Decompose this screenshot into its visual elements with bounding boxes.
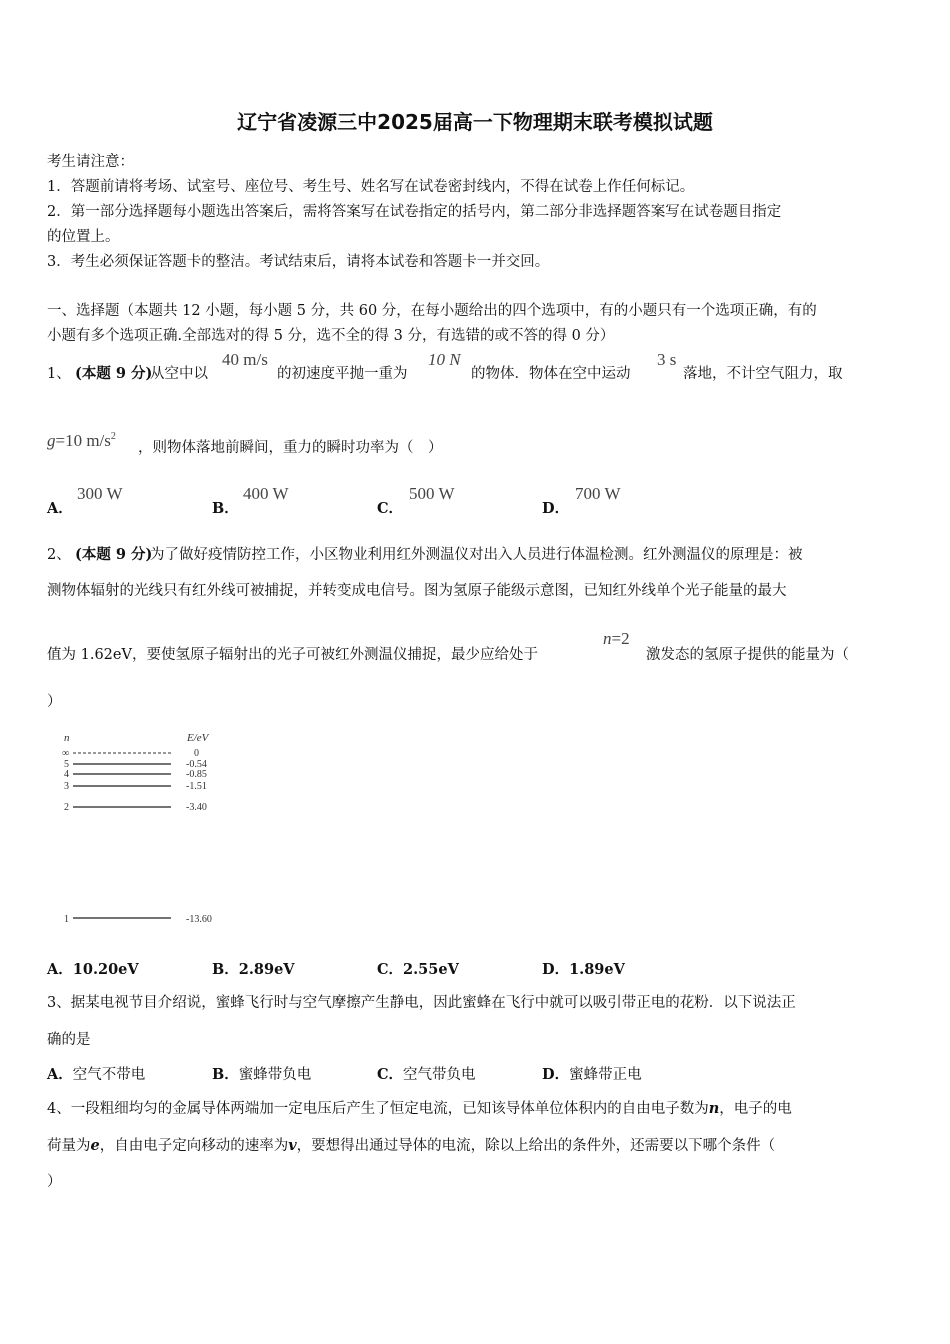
diagram-e-header: E/eV bbox=[187, 732, 209, 744]
q3-text: 3、据某电视节目介绍说，蜜蜂飞行时与空气摩擦产生静电，因此蜜蜂在飞行中就可以吸引带正电的花粉．以下说法正 bbox=[47, 995, 796, 1011]
q4-text bbox=[47, 1136, 775, 1156]
q3-option bbox=[377, 1065, 476, 1085]
q2-option-value: 10.20eV bbox=[72, 961, 139, 978]
q3-option bbox=[212, 1065, 311, 1085]
level-e-label: -13.60 bbox=[186, 914, 212, 925]
q2-number: 2、 bbox=[47, 547, 71, 563]
q4-text-part: ，电子的电 bbox=[719, 1101, 792, 1117]
q2-option-value: 1.89eV bbox=[569, 961, 625, 978]
q3-option bbox=[542, 1065, 642, 1085]
q2-option-value: 2.55eV bbox=[403, 961, 459, 978]
q1-option-value: 300 W bbox=[77, 484, 123, 503]
q3-option-value: 空气不带电 bbox=[72, 1067, 146, 1083]
q3-option bbox=[47, 1065, 145, 1085]
q2-text: 测物体辐射的光线只有红外线可被捕捉，并转变成电信号。图为氢原子能级示意图，已知红外线单个光子能量的最大 bbox=[47, 583, 787, 599]
q1-option-label: A． bbox=[47, 500, 73, 517]
q3-option-value: 蜜蜂带负电 bbox=[238, 1067, 312, 1083]
notice-heading: 考生请注意： bbox=[47, 154, 134, 170]
energy-level-diagram bbox=[55, 728, 255, 933]
q2-text: ） bbox=[47, 694, 62, 710]
q1-option-label: D． bbox=[542, 500, 570, 517]
q4-text-part: ，自由电子定向移动的速率为 bbox=[99, 1138, 289, 1154]
level-n-label: 5 bbox=[64, 759, 69, 770]
section-heading-line: 小题有多个选项正确.全部选对的得 5 分，选不全的得 3 分，有选错的或不答的得 0 分） bbox=[47, 328, 615, 344]
q3-text: 确的是 bbox=[47, 1032, 91, 1048]
q2-option bbox=[542, 960, 625, 980]
q1-option-value: 500 W bbox=[409, 484, 455, 503]
q1-text: 的物体．物体在空中运动 bbox=[471, 366, 631, 382]
q3-option-label: B． bbox=[212, 1066, 239, 1083]
level-n-label: ∞ bbox=[62, 748, 70, 759]
q3-option-label: C． bbox=[377, 1066, 404, 1083]
q1-speed-formula: 40 m/s bbox=[222, 350, 268, 369]
q3-option-value: 蜜蜂带正电 bbox=[569, 1067, 642, 1083]
diagram-n-header: n bbox=[64, 732, 70, 744]
q4-text-part: ，要想得出通过导体的电流，除以上给出的条件外，还需要以下哪个条件（ bbox=[296, 1138, 776, 1154]
level-e-label: -0.54 bbox=[186, 759, 207, 770]
level-n-label: 1 bbox=[64, 914, 69, 925]
q1-number: 1、 bbox=[47, 366, 71, 382]
q1-weight-formula: 10 N bbox=[428, 350, 461, 369]
g-value: =10 m/s bbox=[55, 431, 111, 450]
q2-option-label: A． bbox=[47, 961, 73, 978]
page-title: 辽宁省凌源三中2025届高一下物理期末联考模拟试题 bbox=[237, 110, 713, 134]
g-variable: g bbox=[47, 431, 56, 450]
q1-text: 从空中以 bbox=[150, 366, 208, 382]
notice-item: 的位置上。 bbox=[47, 229, 120, 245]
section-heading-line: 一、选择题（本题共 12 小题，每小题 5 分，共 60 分，在每小题给出的四个选项中，有的小题只有一个选项正确，有的 bbox=[47, 303, 817, 319]
level-n-label: 4 bbox=[64, 769, 69, 780]
q1-option-label: C． bbox=[377, 500, 404, 517]
level-n-label: 3 bbox=[64, 781, 69, 792]
notice-item: 1．答题前请将考场、试室号、座位号、考生号、姓名写在试卷密封线内，不得在试卷上作任何标记。 bbox=[47, 179, 695, 195]
q4-var-v: v bbox=[288, 1137, 297, 1154]
level-e-label: -1.51 bbox=[186, 781, 207, 792]
q2-option bbox=[47, 960, 139, 980]
notice-item: 2．第一部分选择题每小题选出答案后，需将答案写在试卷指定的括号内，第二部分非选择题答案写在试卷题目指定 bbox=[47, 204, 782, 220]
q1-time-formula: 3 s bbox=[657, 350, 677, 369]
q1-text: 落地，不计空气阻力，取 bbox=[683, 366, 843, 382]
level-e-label: -0.85 bbox=[186, 769, 207, 780]
q2-text: 值为 1.62eV，要使氢原子辐射出的光子可被红外测温仪捕捉，最少应给处于 bbox=[47, 647, 538, 663]
q1-score-tag: (本题 9 分) bbox=[75, 365, 153, 382]
q4-text: ） bbox=[47, 1174, 62, 1190]
q2-option-label: D． bbox=[542, 961, 570, 978]
q1-gravity-formula bbox=[47, 427, 116, 452]
q3-option-label: D． bbox=[542, 1066, 570, 1083]
q1-text: 的初速度平抛一重为 bbox=[277, 366, 408, 382]
q2-option-label: C． bbox=[377, 961, 404, 978]
q2-text: 为了做好疫情防控工作，小区物业利用红外测温仪对出入人员进行体温检测。红外测温仪的原理是：被 bbox=[150, 547, 803, 563]
q2-option-value: 2.89eV bbox=[238, 961, 295, 978]
notice-item: 3．考生必须保证答题卡的整洁。考试结束后，请将本试卷和答题卡一并交回。 bbox=[47, 254, 550, 270]
q3-option-value: 空气带负电 bbox=[403, 1067, 476, 1083]
q4-text-part: 荷量为 bbox=[47, 1138, 91, 1154]
q1-option-label: B． bbox=[212, 500, 239, 517]
q4-text bbox=[47, 1099, 792, 1119]
q2-score-tag: (本题 9 分) bbox=[75, 546, 153, 563]
q1-option-value: 700 W bbox=[575, 484, 621, 503]
q2-option bbox=[377, 960, 459, 980]
q4-var-e: e bbox=[90, 1137, 100, 1154]
q1-option-value: 400 W bbox=[243, 484, 289, 503]
q4-var-n: n bbox=[708, 1100, 720, 1117]
g-exponent: 2 bbox=[110, 431, 116, 442]
q2-option bbox=[212, 960, 295, 980]
level-n-label: 2 bbox=[64, 802, 69, 813]
q2-text: 激发态的氢原子提供的能量为（ bbox=[646, 647, 849, 663]
q1-question-end: ，则物体落地前瞬间，重力的瞬时功率为（ ） bbox=[138, 440, 443, 456]
n-value: =2 bbox=[611, 629, 630, 648]
q3-option-label: A． bbox=[47, 1066, 73, 1083]
q2-option-label: B． bbox=[212, 961, 239, 978]
n-variable: n bbox=[603, 629, 612, 648]
level-e-label: -3.40 bbox=[186, 802, 207, 813]
q2-n-formula bbox=[603, 629, 630, 650]
q4-text-part: 4、一段粗细均匀的金属导体两端加一定电压后产生了恒定电流，已知该导体单位体积内的自由电子数为 bbox=[47, 1101, 709, 1117]
level-e-label: 0 bbox=[194, 748, 199, 759]
